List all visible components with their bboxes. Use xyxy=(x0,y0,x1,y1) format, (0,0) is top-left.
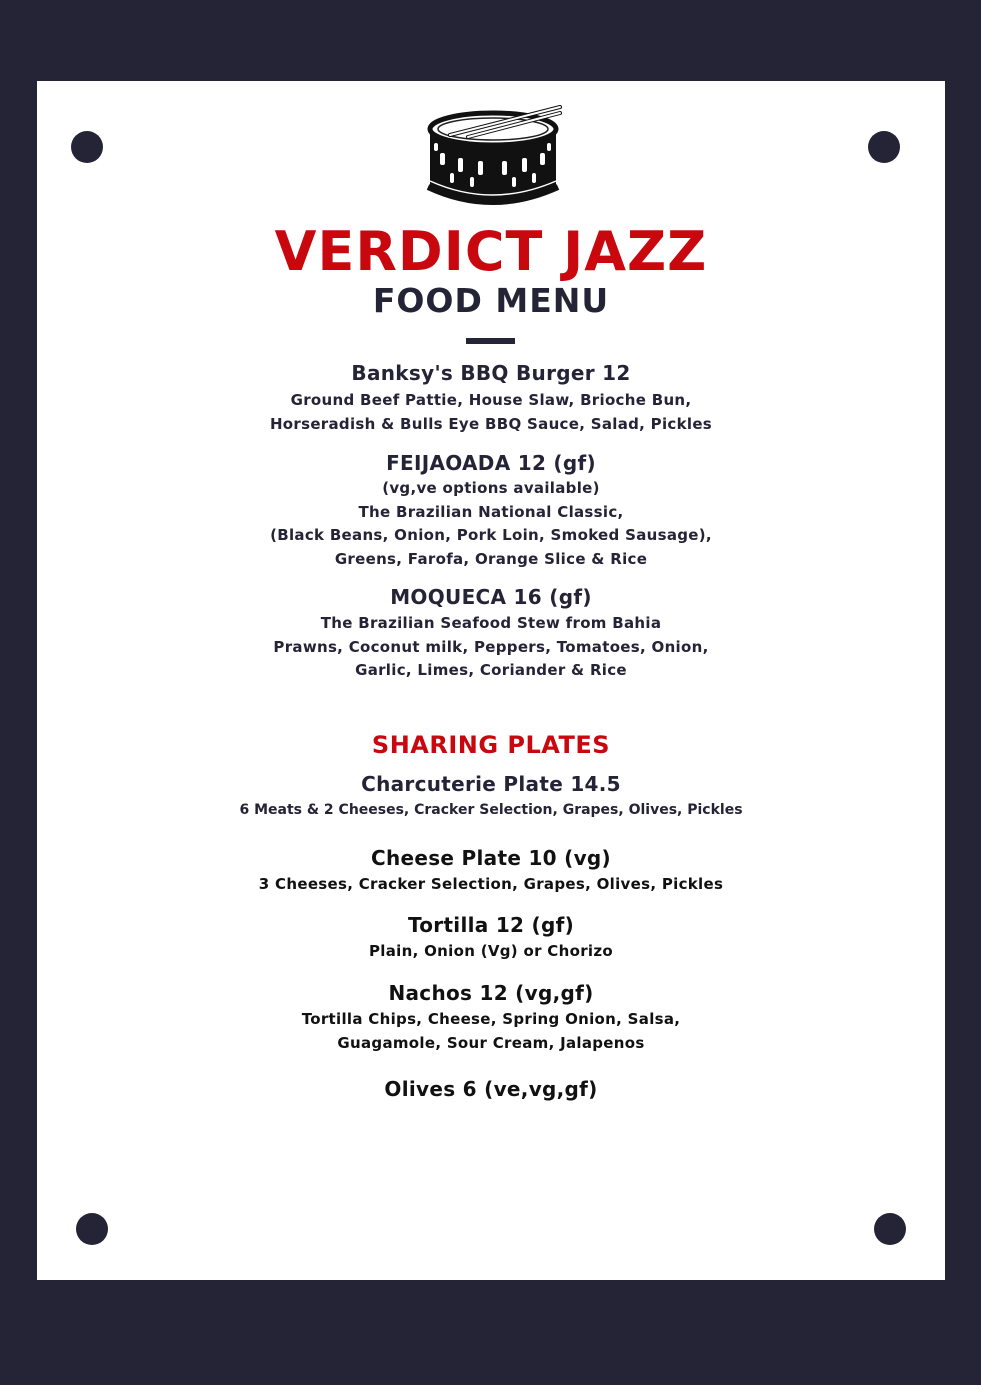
sharing-item-nachos xyxy=(37,981,945,1055)
item-name: FEIJAOADA 12 (gf) xyxy=(386,451,596,475)
menu-title: VERDICT JAZZ xyxy=(274,220,708,283)
sharing-item-charcuterie xyxy=(37,772,945,823)
sharing-item-tortilla xyxy=(37,913,945,964)
item-desc-line: Plain, Onion (Vg) or Chorizo xyxy=(369,942,613,960)
item-name: Tortilla 12 (gf) xyxy=(407,913,575,937)
item-name: Cheese Plate 10 (vg) xyxy=(370,846,611,870)
sharing-item-olives xyxy=(37,1077,945,1101)
snare-drum-icon xyxy=(420,101,565,213)
corner-dot-top-right xyxy=(868,131,900,163)
item-desc-line: (Black Beans, Onion, Pork Loin, Smoked Sausage), xyxy=(270,526,712,544)
item-name: Olives 6 (ve,vg,gf) xyxy=(384,1077,598,1101)
item-desc-line: 6 Meats & 2 Cheeses, Cracker Selection, Grapes, Olives, Pickles xyxy=(239,802,743,818)
corner-dot-bottom-right xyxy=(874,1213,906,1245)
title-divider xyxy=(466,338,515,344)
sharing-plates-heading: SHARING PLATES xyxy=(371,731,611,759)
item-desc-line: Garlic, Limes, Coriander & Rice xyxy=(355,661,627,679)
item-name: Nachos 12 (vg,gf) xyxy=(388,981,594,1005)
item-desc-line: The Brazilian National Classic, xyxy=(358,502,624,521)
main-item-moqueca xyxy=(37,585,945,683)
corner-dot-top-left xyxy=(71,131,103,163)
item-desc-line: Ground Beef Pattie, House Slaw, Brioche Bun, xyxy=(290,391,692,409)
sharing-item-cheese xyxy=(37,846,945,897)
item-desc-line: The Brazilian Seafood Stew from Bahia xyxy=(320,614,662,632)
item-name: MOQUECA 16 (gf) xyxy=(390,585,592,609)
item-name: Banksy's BBQ Burger 12 xyxy=(351,361,631,385)
item-name: Charcuterie Plate 14.5 xyxy=(361,772,621,796)
item-desc-line: Horseradish & Bulls Eye BBQ Sauce, Salad, Pickles xyxy=(269,414,713,433)
item-desc-line: Prawns, Coconut milk, Peppers, Tomatoes, Onion, xyxy=(273,637,709,656)
item-desc-line: Tortilla Chips, Cheese, Spring Onion, Salsa, xyxy=(301,1010,681,1028)
item-desc-line: Guagamole, Sour Cream, Jalapenos xyxy=(337,1033,645,1052)
item-desc-line: 3 Cheeses, Cracker Selection, Grapes, Olives, Pickles xyxy=(258,875,724,893)
main-item-feijaoada xyxy=(37,451,945,571)
item-desc-line: Greens, Farofa, Orange Slice & Rice xyxy=(334,549,648,568)
corner-dot-bottom-left xyxy=(76,1213,108,1245)
item-desc-line: (vg,ve options available) xyxy=(382,479,600,497)
menu-subtitle: FOOD MENU xyxy=(372,281,610,320)
main-item-burger xyxy=(37,361,945,436)
